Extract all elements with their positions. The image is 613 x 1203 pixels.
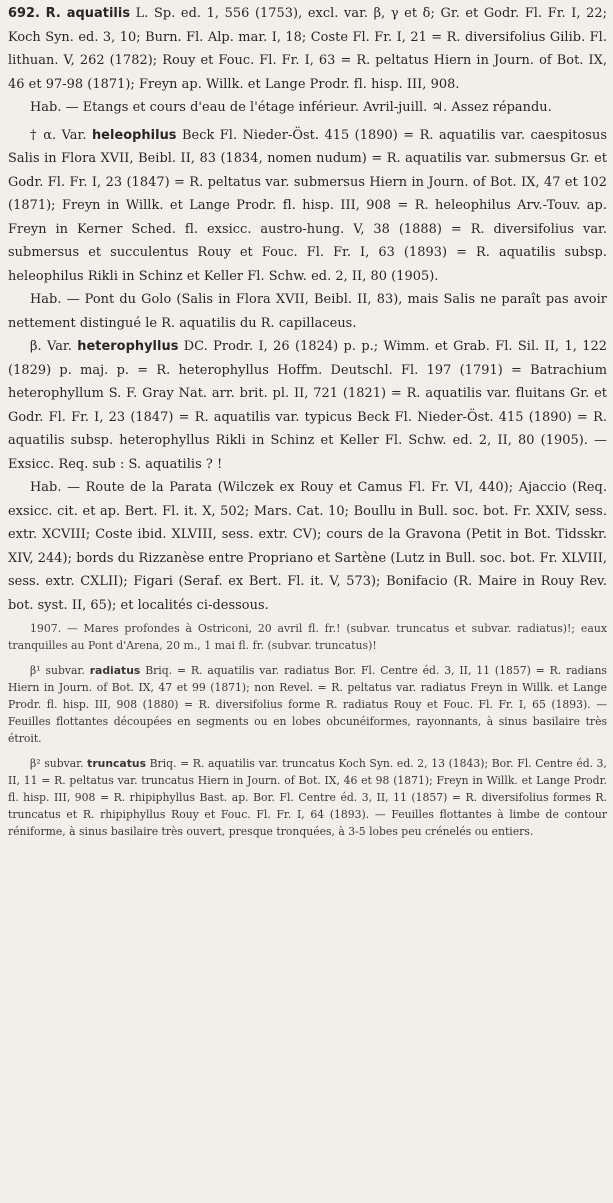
variety-beta-prefix: β. Var. [30, 339, 78, 354]
subvarieties [8, 662, 607, 840]
species-synonymy: L. Sp. ed. 1, 556 (1753), excl. var. β, γ et δ; Gr. et Godr. Fl. Fr. I, 22; Koch Syn. ed. 3, 10; Burn. Fl. Alp. mar. I, 18; Coste Fl. Fr. I, 21 = R. diversifolius Gilib. Fl. lithuan. V, 262 (1782); Rouy et Fouc. Fl. Fr. I, 63 = R. peltatus Hiern in Journ. of Bot. IX, 46 et 97-98 (1871); Freyn ap. Willk. et Lange Prodr. fl. hisp. III, 908. [8, 6, 607, 92]
variety-beta-name: heterophyllus [77, 339, 179, 354]
variety-beta-synonymy: DC. Prodr. I, 26 (1824) p. p.; Wimm. et Grab. Fl. Sil. II, 1, 122 (1829) p. maj. p. = R. heterophyllus Hoffm. Deutschl. Fl. 197 (1791) = Batrachium heterophyllum S. F. Gray Nat. arr. brit. pl. II, 721 (1821) = R. aquatilis var. fluitans Gr. et Godr. Fl. Fr. I, 23 (1847) = R. aquatilis var. typicus Beck Fl. Nieder-Öst. 415 (1890) = R. aquatilis subsp. heterophyllus Rikli in Schinz et Keller Fl. Schw. ed. 2, II, 80 (1905). — Exsicc. Req. sub : S. aquatilis ? ! [8, 339, 607, 472]
subvariety-radiatus-name: radiatus [89, 664, 141, 677]
variety-alpha-synonymy: Beck Fl. Nieder-Öst. 415 (1890) = R. aquatilis var. caespitosus Salis in Flora XVII, Beibl. II, 83 (1834, nomen nudum) = R. aquatilis var. submersus Gr. et Godr. Fl. Fr. I, 23 (1847) = R. peltatus var. submersus Hiern in Journ. of Bot. IX, 47 et 102 (1871); Freyn in Willk. et Lange Prodr. fl. hisp. III, 908 = R. heleophilus Arv.-Touv. ap. Freyn in Kerner Sched. fl. exsicc. austro-hung. V, 38 (1888) = R. diversifolius var. submersus et succulentus Rouy et Fouc. Fl. Fr. I, 63 (1893) = R. aquatilis subsp. heleophilus Rikli in Schinz et Keller Fl. Schw. ed. 2, II, 80 (1905). [8, 127, 607, 284]
species-entry [8, 2, 607, 96]
species-habitat: Hab. — Etangs et cours d'eau de l'étage inférieur. Avril-juill. ♃. Assez répandu. [30, 100, 552, 115]
variety-beta [8, 335, 607, 476]
species-number: 692. [8, 6, 41, 21]
subvariety-truncatus-text: Briq. = R. aquatilis var. truncatus Koch Syn. ed. 2, 13 (1843); Bor. Fl. Centre éd. 3, II, 11 = R. peltatus var. truncatus Hiern in Journ. of Bot. IX, 46 et 98 (1871); Freyn in Willk. et Lange Prodr. fl. hisp. III, 908 = R. rhipiphyllus Bast. ap. Bor. Fl. Centre éd. 3, II, 11 (1857) = R. diversifolius formes R. truncatus et R. rhipiphyllus Rouy et Fouc. Fl. Fr. I, 64 (1893). — Feuilles flottantes à limbe de contour réniforme, à sinus basilaire très ouvert, presque tronquées, à 3-5 lobes peu crénelés ou entiers. [8, 757, 607, 838]
variety-alpha-habitat: Hab. — Pont du Golo (Salis in Flora XVII, Beibl. II, 83), mais Salis ne paraît pas avoir nettement distingué le R. aquatilis du R. capillaceus. [8, 292, 607, 331]
observation-1907: 1907. — Mares profondes à Ostriconi, 20 avril fl. fr.! (subvar. truncatus et subvar. radiatus)!; eaux tranquilles au Pont d'Arena, 20 m., 1 mai fl. fr. (subvar. truncatus)! [8, 622, 607, 652]
variety-alpha-prefix: † α. Var. [30, 127, 92, 143]
subvariety-truncatus-prefix: β² subvar. [30, 757, 88, 770]
variety-alpha [8, 124, 607, 289]
species-name: R. aquatilis [45, 6, 131, 21]
subvariety-radiatus-text: Briq. = R. aquatilis var. radiatus Bor. Fl. Centre éd. 3, II, 11 (1857) = R. radians Hiern in Journ. of Bot. IX, 47 et 99 (1871); non Revel. = R. peltatus var. radiatus Freyn in Willk. et Lange Prodr. fl. hisp. III, 908 (1880) = R. diversifolius forme R. radiatus Rouy et Fouc. Fl. Fr. I, 65 (1893). — Feuilles flottantes découpées en segments ou en lobes obcunéiformes, rayonnants, à sinus basilaire très étroit. [8, 664, 607, 745]
variety-alpha-name: heleophilus [91, 127, 177, 143]
subvariety-radiatus-prefix: β¹ subvar. [30, 664, 90, 677]
subvariety-truncatus-name: truncatus [87, 757, 146, 770]
subvariety-radiatus [8, 662, 607, 747]
subvariety-truncatus [8, 755, 607, 840]
variety-beta-habitat: Hab. — Route de la Parata (Wilczek ex Rouy et Camus Fl. Fr. VI, 440); Ajaccio (Req. exsicc. cit. et ap. Bert. Fl. it. X, 502; Mars. Cat. 10; Boullu in Bull. soc. bot. Fr. XXIV, sess. extr. XCVIII; Coste ibid. XLVIII, sess. extr. CV); cours de la Gravona (Petit in Bot. Tidsskr. XIV, 244); bords du Rizzanèse entre Propriano et Sartène (Lutz in Bull. soc. bot. Fr. XLVIII, sess. extr. CXLII); Figari (Seraf. ex Bert. Fl. it. V, 573); Bonifacio (R. Maire in Rouy Rev. bot. syst. II, 65); et localités ci-dessous. [8, 480, 607, 613]
